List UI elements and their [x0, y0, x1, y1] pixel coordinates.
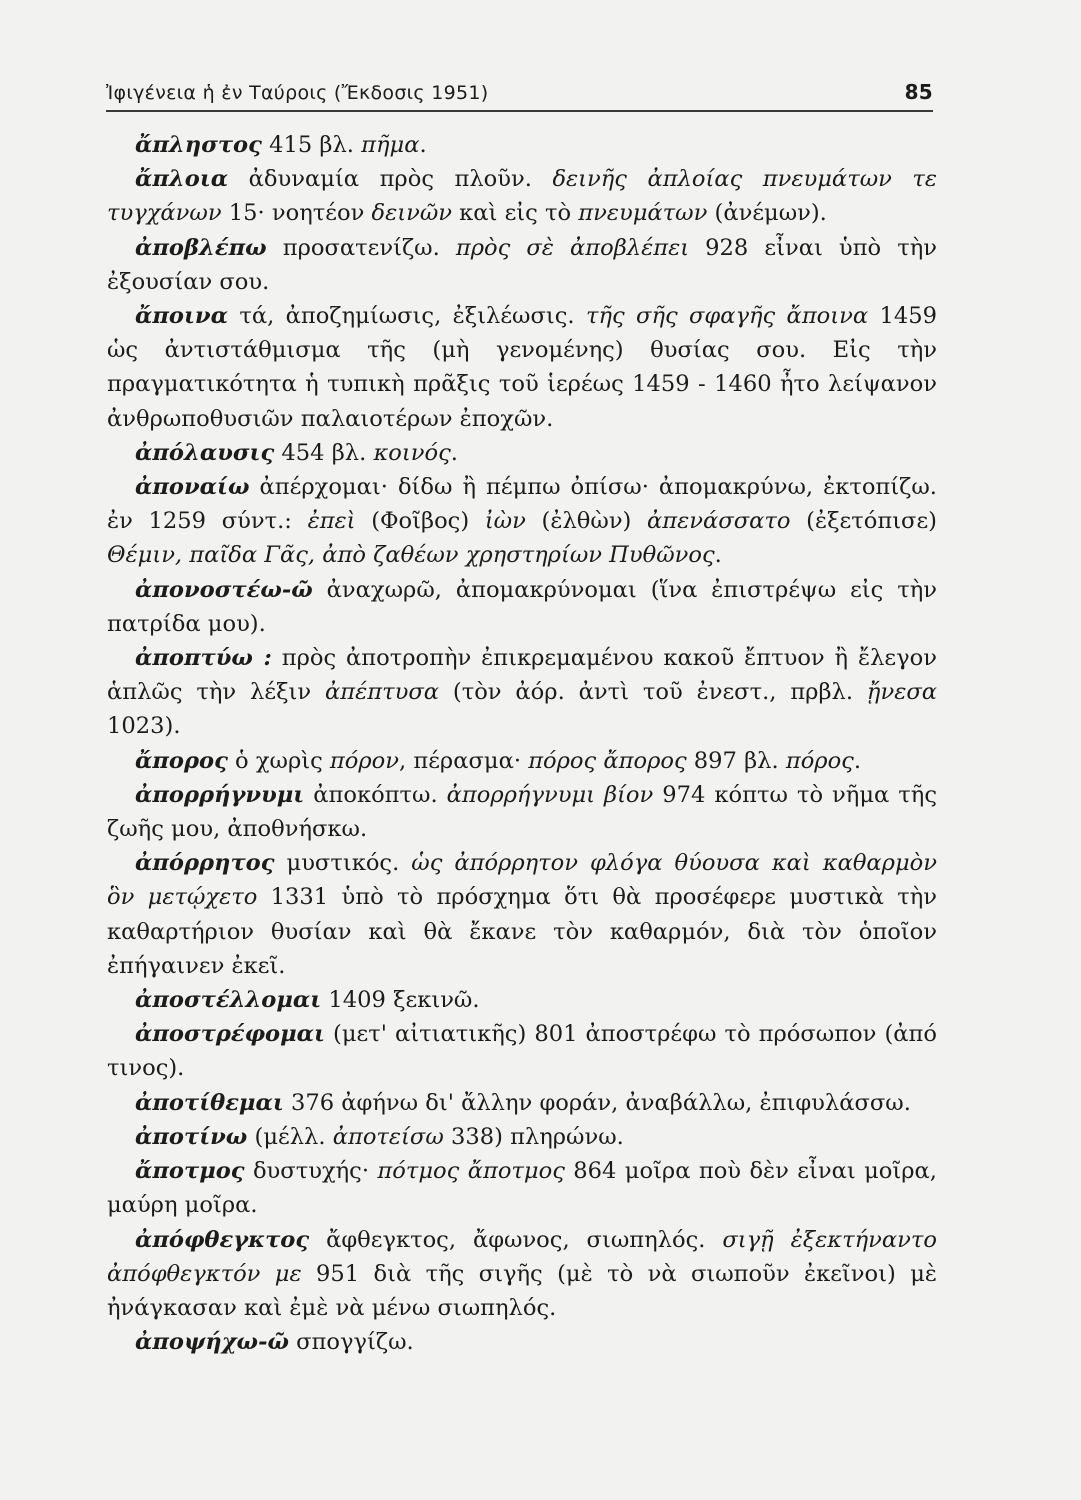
glossary-entry — [107, 983, 937, 1017]
glossary-entry — [107, 436, 937, 470]
entry-text: ἀποκόπτω. — [304, 781, 447, 808]
entry-text: , πέρασμα· — [399, 747, 529, 774]
italic-quote: πρὸς σὲ ἀποβλέπει — [455, 234, 690, 261]
entry-text: (μετ' αἰτιατικῆς) 801 ἀποστρέφω τὸ πρόσωπον (ἀπό τινος). — [107, 1021, 937, 1082]
entry-text: ἀδυναμία πρὸς πλοῦν. — [228, 166, 553, 193]
entry-text: προσατενίζω. — [266, 234, 456, 261]
glossary-entry — [107, 1325, 937, 1359]
glossary-entry — [107, 1086, 937, 1120]
entry-text: (ἐξετόπισε) — [790, 508, 937, 535]
glossary-entry — [107, 1017, 937, 1085]
entry-text: 1331 ὑπὸ τὸ πρόσχημα ὅτι θὰ προσέφερε μυστικὰ τὴν καθαρτήριον θυσίαν καὶ θὰ ἔκανε τὸν καθαρμόν, διὰ τὸν ὁποῖον ἐπήγαινεν ἐκεῖ. — [107, 884, 938, 979]
entry-text: 897 βλ. — [686, 747, 786, 774]
entry-text: πρὸς ἀποτροπὴν ἐπικρεμαμένου κακοῦ ἔπτυον ἢ ἔλεγον ἁπλῶς τὴν λέξιν — [107, 645, 937, 706]
entry-text: . — [853, 747, 862, 774]
glossary-body — [107, 128, 937, 1359]
italic-quote: πόρον — [329, 747, 399, 774]
italic-quote: πόρος ἄπορος — [528, 747, 687, 774]
glossary-entry — [107, 778, 937, 846]
entry-headword: ἀποστρέφομαι — [135, 1021, 325, 1048]
entry-headword: ἄπλοια — [135, 166, 229, 193]
entry-text: 415 βλ. — [261, 132, 362, 158]
entry-headword: ἀποβλέπω — [135, 234, 267, 261]
entry-text: 1023). — [107, 713, 181, 740]
entry-text: 376 ἀφήνω δι' ἄλλην φοράν, ἀναβάλλω, ἐπιφυλάσσω. — [283, 1089, 911, 1116]
entry-headword: ἀπονοστέω-ῶ — [135, 576, 313, 603]
entry-headword: ἀπόφθεγκτος — [135, 1226, 310, 1253]
entry-text: (ἐλθὼν) — [525, 508, 648, 535]
entry-text: 1409 ξεκινῶ. — [321, 987, 480, 1014]
italic-quote: πότμος ἄποτμος — [377, 1158, 565, 1185]
running-title: Ἰφιγένεια ἡ ἐν Ταύροις (Ἔκδοσις 1951) — [106, 82, 489, 104]
italic-quote: ὡς ἀπόρρητον φλόγα θύουσα καὶ καθαρμὸν ὃν μετῴχετο — [107, 850, 937, 911]
entry-headword: ἀποτίθεμαι — [135, 1089, 284, 1116]
italic-quote: ἰὼν — [484, 508, 526, 535]
glossary-entry — [107, 1154, 937, 1222]
italic-quote: ἀπορρήγνυμι βίον — [446, 781, 654, 808]
entry-text: 454 βλ. — [274, 439, 374, 466]
italic-quote: Θέμιν, παῖδα Γᾶς, ἀπὸ ζαθέων χρηστηρίων Πυθῶνος — [107, 542, 715, 569]
glossary-entry — [107, 231, 937, 299]
entry-text: σπογγίζω. — [288, 1329, 414, 1356]
italic-quote: ἀπέπτυσα — [325, 679, 439, 706]
entry-text: καὶ εἰς τὸ — [451, 200, 579, 227]
italic-quote: πνευμάτων — [578, 200, 708, 227]
entry-headword: ἀπόρρητος — [135, 850, 275, 877]
entry-headword: ἀποναίω — [135, 474, 250, 501]
running-head — [106, 70, 933, 112]
glossary-entry — [107, 641, 937, 744]
italic-quote: σιγῇ ἐξεκτήναντο ἀπόφθεγκτόν με — [107, 1226, 937, 1287]
entry-text: ἀναχωρῶ, ἀπομακρύνομαι (ἵνα ἐπιστρέψω εἰς τὴν πατρίδα μου). — [107, 576, 937, 637]
entry-headword: ἀποστέλλομαι — [135, 987, 322, 1014]
entry-text: 1459 ὡς ἀντιστάθμισμα τῆς (μὴ γενομένης) θυσίας σου. Εἰς τὴν πραγματικότητα ἡ τυπικὴ πρᾶξις τοῦ ἱερέως 1459 - 1460 ἦτο λείψανον ἀνθρωποθυσιῶν παλαιοτέρων ἐποχῶν. — [107, 303, 937, 432]
entry-text: ἀπέρχομαι· δίδω ἢ πέμπω ὀπίσω· ἀπομακρύνω, ἐκτοπίζω. ἐν 1259 σύντ.: — [107, 474, 937, 535]
glossary-entry — [107, 846, 937, 983]
glossary-entry — [107, 1120, 937, 1154]
entry-text: 974 κόπτω τὸ νῆμα τῆς ζωῆς μου, ἀποθνήσκω. — [107, 781, 937, 843]
entry-text: (Φοῖβος) — [355, 508, 485, 535]
entry-text: (μέλλ. — [247, 1123, 333, 1150]
entry-headword: ἀποψήχω-ῶ — [135, 1329, 289, 1356]
entry-headword: ἀποπτύω : — [135, 645, 272, 672]
glossary-entry — [107, 573, 937, 641]
entry-headword: ἄπληστος — [135, 132, 262, 158]
glossary-entry — [107, 1223, 937, 1326]
entry-headword: ἄπορος — [135, 747, 228, 774]
italic-quote: ἀποτείσω — [332, 1123, 444, 1150]
italic-quote: τῆς σῆς σφαγῆς ἄποινα — [585, 303, 869, 330]
glossary-entry — [107, 162, 937, 230]
italic-quote: δεινῶν — [371, 200, 452, 227]
entry-text: (ἀνέμων). — [707, 200, 827, 227]
entry-text: τά, ἀποζημίωσις, ἐξιλέωσις. — [228, 303, 586, 330]
entry-text: . — [714, 542, 722, 569]
entry-text: 15· νοητέον — [221, 200, 372, 227]
entry-headword: ἀπορρήγνυμι — [135, 781, 305, 808]
entry-text: δυστυχής· — [244, 1158, 378, 1185]
entry-text: 951 διὰ τῆς σιγῆς (μὲ τὸ νὰ σιωποῦν ἐκεῖνοι) μὲ ἠνάγκασαν καὶ ἐμὲ νὰ μένω σιωπηλός. — [107, 1260, 937, 1321]
italic-quote: πόρος — [785, 747, 854, 774]
italic-quote: κοινός — [373, 439, 451, 466]
entry-text: 338) πληρώνω. — [443, 1123, 624, 1150]
entry-text: ὁ χωρὶς — [227, 747, 330, 774]
entry-text: (τὸν ἀόρ. ἀντὶ τοῦ ἐνεστ., πρβλ. — [439, 679, 867, 706]
page-number: 85 — [904, 80, 933, 104]
entry-headword: ἄποινα — [135, 303, 228, 330]
entry-text: ἄφθεγκτος, ἄφωνος, σιωπηλός. — [309, 1226, 723, 1253]
entry-text: 928 εἶναι ὑπὸ τὴν ἐξουσίαν σου. — [107, 234, 937, 295]
entry-text: . — [419, 132, 427, 158]
glossary-entry — [107, 299, 937, 436]
glossary-entry — [107, 744, 937, 778]
entry-text: 864 μοῖρα ποὺ δὲν εἶναι μοῖρα, μαύρη μοῖρα. — [107, 1158, 937, 1219]
entry-text: μυστικός. — [274, 850, 412, 877]
italic-quote: ᾔνεσα — [866, 679, 937, 706]
glossary-entry — [107, 128, 937, 162]
glossary-entry — [107, 470, 937, 573]
entry-headword: ἀπόλαυσις — [135, 439, 275, 466]
entry-headword: ἄποτμος — [135, 1158, 245, 1185]
italic-quote: ἀπενάσσατο — [647, 508, 791, 535]
entry-text: . — [450, 439, 458, 466]
italic-quote: δεινῆς ἀπλοίας πνευμάτων τε τυγχάνων — [107, 166, 937, 227]
italic-quote: πῆμα — [361, 132, 420, 158]
entry-headword: ἀποτίνω — [135, 1123, 248, 1150]
italic-quote: ἐπεὶ — [307, 508, 356, 535]
